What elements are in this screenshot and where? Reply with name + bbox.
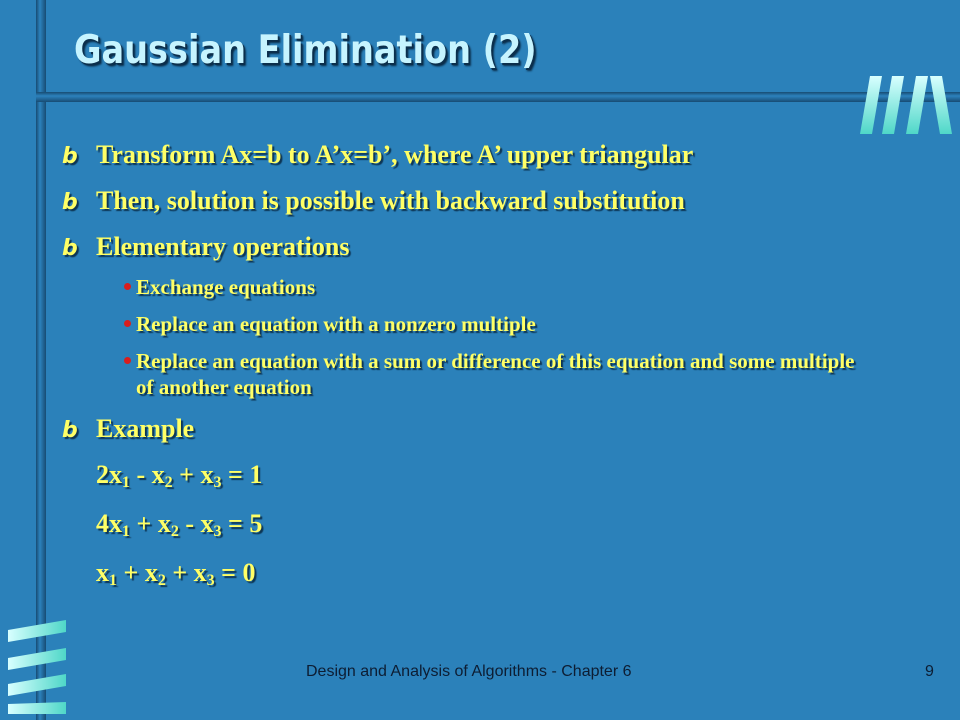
equation-subscript: 2 xyxy=(157,572,166,589)
vertical-frame-line xyxy=(36,0,46,720)
stripes-decoration-icon xyxy=(858,74,954,136)
equation-term: + x xyxy=(165,558,207,587)
equation-term: - x xyxy=(130,460,165,489)
slide-title: Gaussian Elimination (2) xyxy=(74,28,537,73)
equation-line xyxy=(62,509,922,539)
equation-term: - x xyxy=(178,509,214,538)
equation-term: + x xyxy=(130,509,171,538)
sub-bullet-item xyxy=(62,311,922,337)
sub-bullet-dot-icon xyxy=(124,283,131,290)
equation-term: = 0 xyxy=(214,558,256,587)
bullet-item-example xyxy=(62,414,922,444)
equation-term: = 5 xyxy=(221,509,263,538)
equation-term: 4x xyxy=(96,509,122,538)
sub-bullet-item xyxy=(62,274,922,300)
sub-bullet-text: Replace an equation with a sum or difference of this equation and some multiple of another equation xyxy=(136,349,855,399)
slide-footer: Design and Analysis of Algorithms - Chapter 6 xyxy=(306,663,632,680)
equation-subscript: 1 xyxy=(109,572,117,589)
equation-line xyxy=(62,460,922,490)
bullet-item xyxy=(62,186,922,216)
sub-bullet-item xyxy=(62,348,922,400)
bullet-text: Then, solution is possible with backward substitution xyxy=(96,186,685,215)
sub-bullet-dot-icon xyxy=(124,320,131,327)
equation-subscript: 1 xyxy=(122,523,130,540)
bullet-marker-icon: b xyxy=(62,236,78,261)
equation-term: 2x xyxy=(96,460,122,489)
equation-term: x xyxy=(96,558,109,587)
horizontal-frame-line xyxy=(36,92,960,102)
equation-term: + x xyxy=(117,558,158,587)
equation-term: + x xyxy=(172,460,214,489)
bullet-marker-icon: b xyxy=(62,418,78,443)
slide-content xyxy=(62,140,922,588)
bullet-text: Elementary operations xyxy=(96,232,350,261)
stripes-decoration-icon xyxy=(6,618,70,716)
equation-line xyxy=(62,558,922,588)
equation-subscript: 2 xyxy=(164,474,173,491)
bullet-marker-icon: b xyxy=(62,144,78,169)
equation-subscript: 3 xyxy=(213,523,222,540)
page-number: 9 xyxy=(925,663,934,680)
equation-term: = 1 xyxy=(221,460,263,489)
bullet-text: Example xyxy=(96,414,195,443)
bullet-item xyxy=(62,140,922,170)
equation-subscript: 3 xyxy=(213,474,222,491)
bullet-item xyxy=(62,232,922,262)
equation-subscript: 2 xyxy=(170,523,179,540)
sub-bullet-text: Exchange equations xyxy=(136,275,316,299)
equation-subscript: 1 xyxy=(122,474,130,491)
equation-subscript: 3 xyxy=(206,572,215,589)
bullet-marker-icon: b xyxy=(62,190,78,215)
bullet-text: Transform Ax=b to A’x=b’, where A’ upper triangular xyxy=(96,140,694,169)
sub-bullet-dot-icon xyxy=(124,357,131,364)
sub-bullet-text: Replace an equation with a nonzero multiple xyxy=(136,312,536,336)
